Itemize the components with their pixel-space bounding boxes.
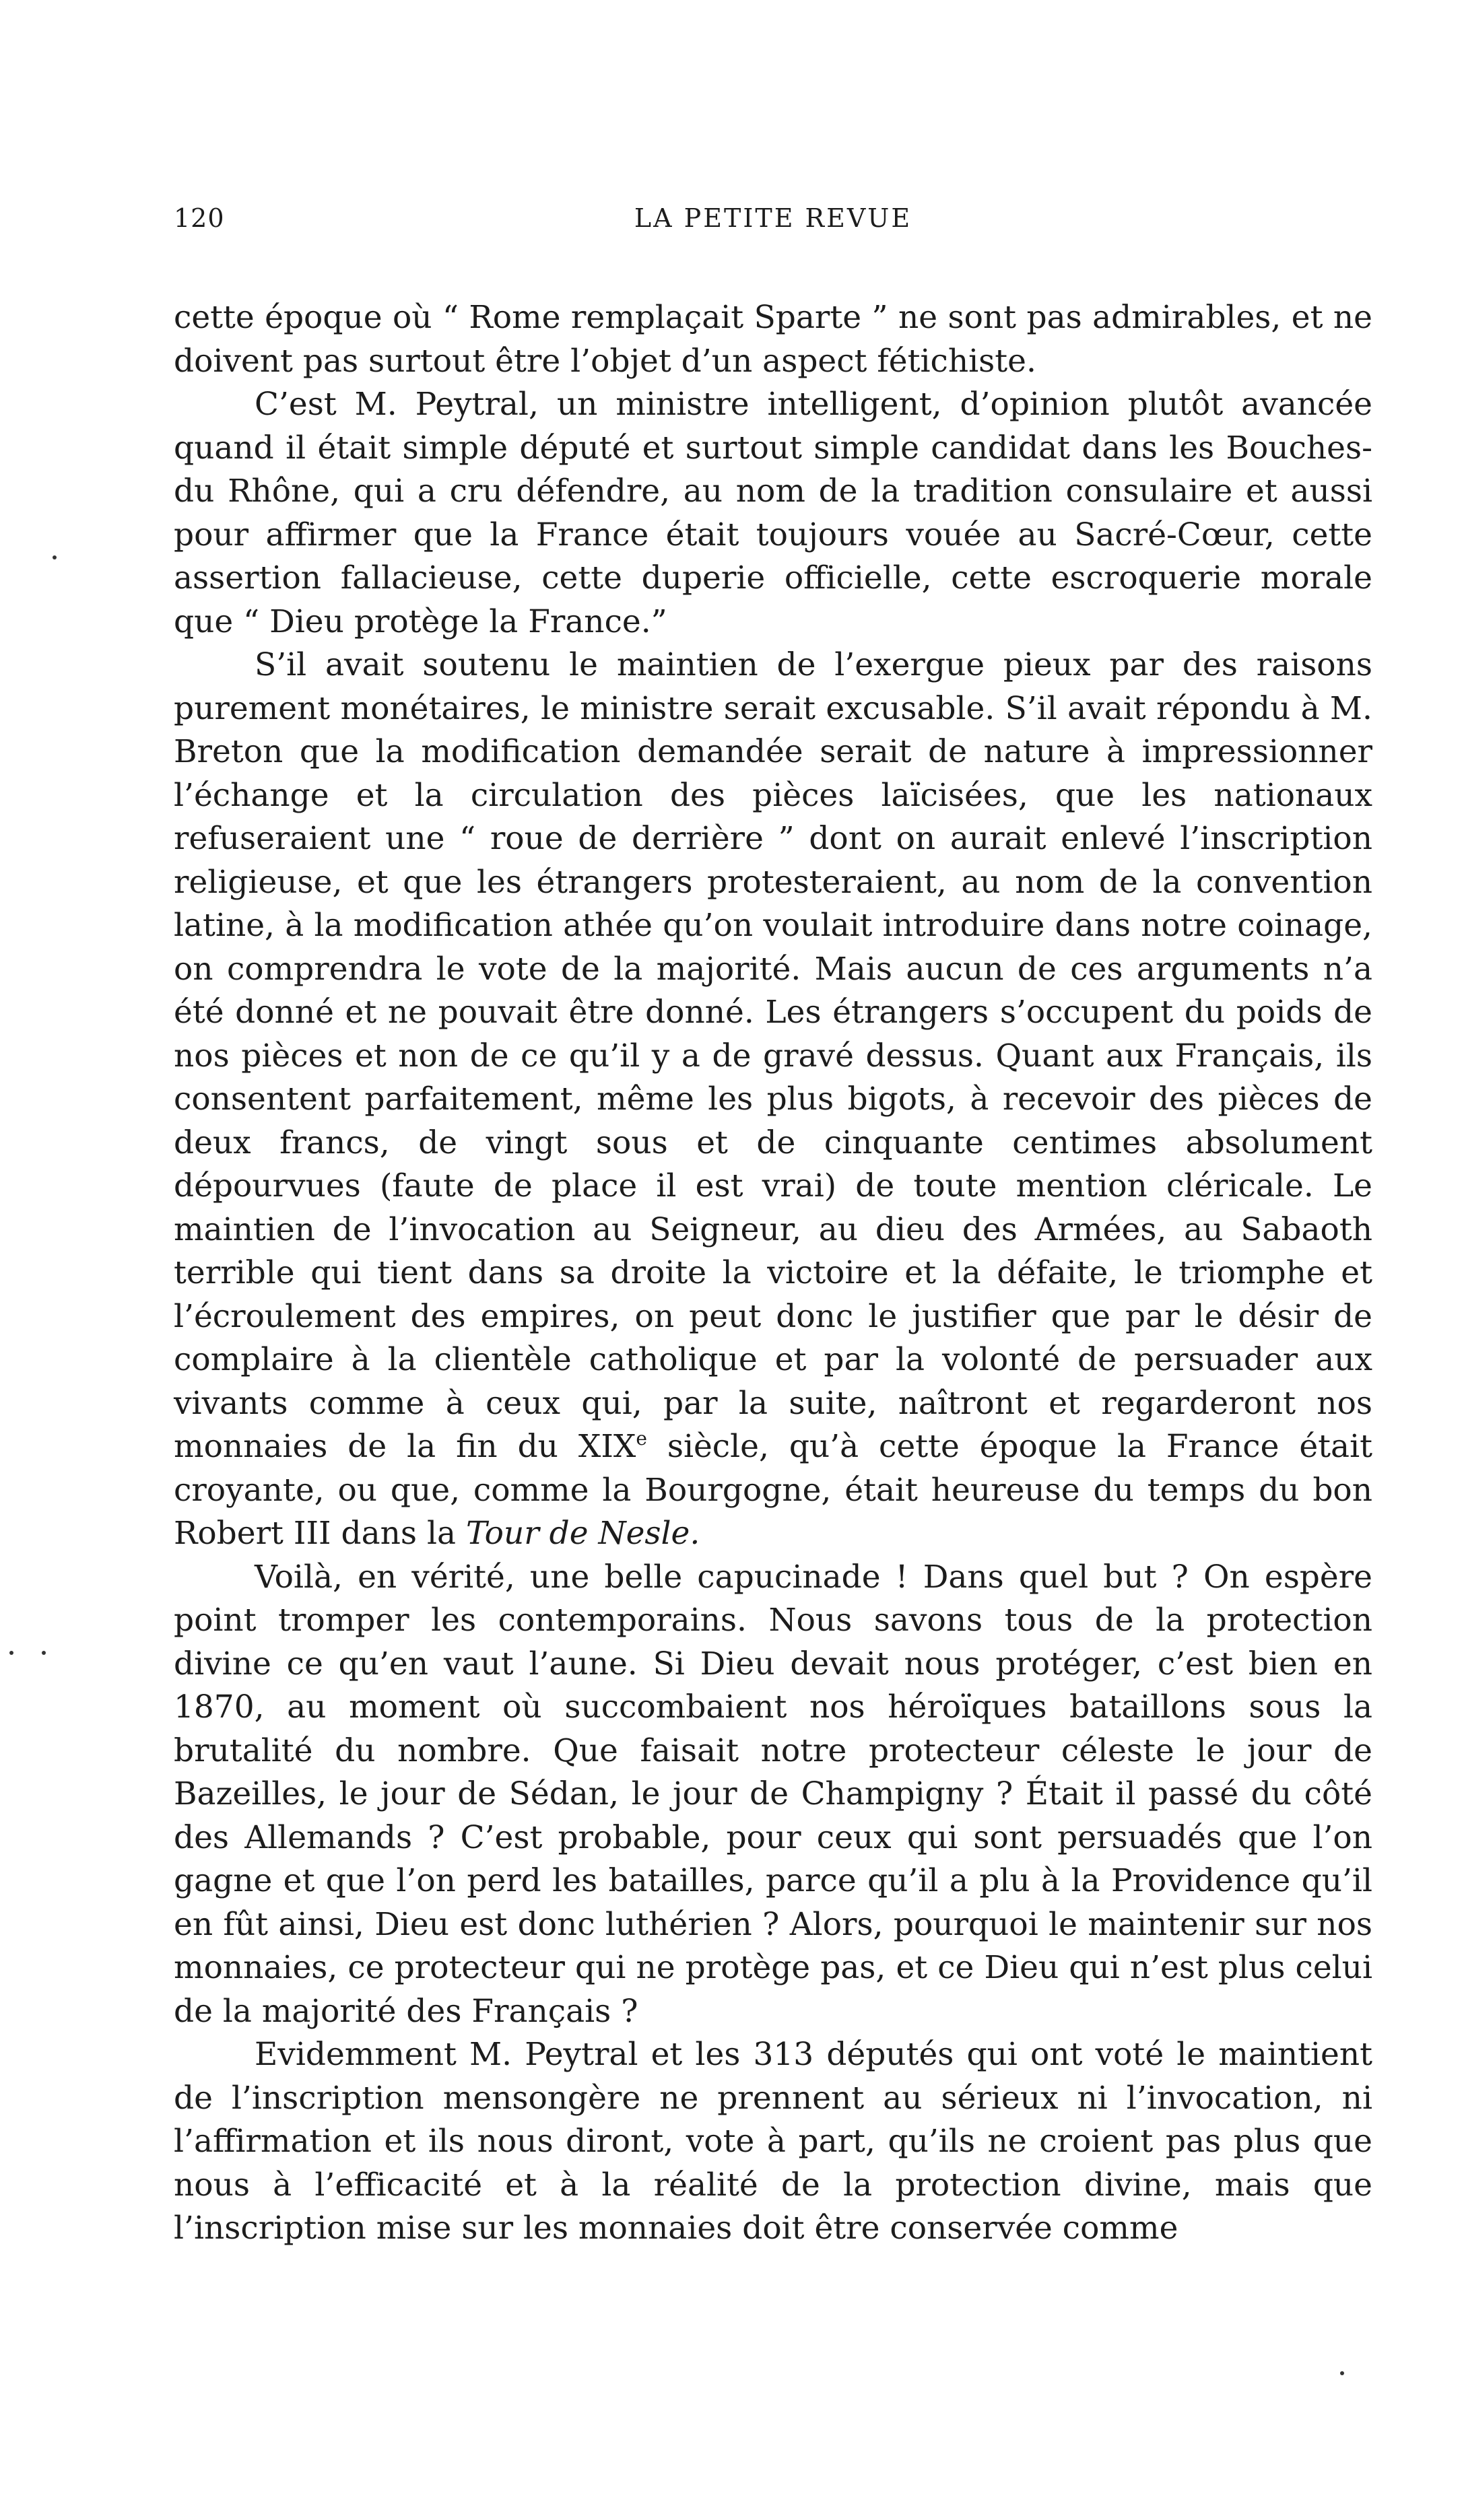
running-header <box>174 203 1372 244</box>
margin-speck <box>53 555 57 559</box>
paragraph-3-text: S’il avait soutenu le maintien de l’exergue pieux par des raisons purement monétaires, le ministre serait excusable. S’il avait répondu à M. Breton que la modification demandée serait de nature à impressionner l’échange et la circulation des pièces laïcisées, que les nationaux refuseraient une “ roue de derrière ” dont on aurait enlevé l’inscription religieuse, et que les étrangers protesteraient, au nom de la convention latine, à la modification athée qu’on voulait introduire dans notre coinage, on comprendra le vote de la majorité. Mais aucun de ces arguments n’a été donné et ne pouvait être donné. Les étrangers s’occupent du poids de nos pièces et non de ce qu’il y a de gravé dessus. Quant aux Français, ils consentent parfaitement, même les plus bigots, à recevoir des pièces de deux francs, de vingt sous et de cinquante centimes absolument dépourvues (faute de place il est vrai) de toute mention cléricale. Le maintien de l’invocation au Seigneur, au dieu des Armées, au Sabaoth terrible qui tient dans sa droite la victoire et la défaite, le triomphe et l’écroulement des empires, on peut donc le justifier que par le désir de complaire à la clientèle catholique et par la volonté de persuader aux vivants comme à ceux qui, par la suite, naîtront et regarderont nos monnaies de la fin du XIX <box>174 646 1372 1465</box>
century-superscript: e <box>636 1427 647 1450</box>
italic-title: Tour de Nesle. <box>465 1515 700 1552</box>
paragraph-1: cette époque où “ Rome remplaçait Sparte ” ne sont pas admirables, et ne doivent pas surtout être l’objet d’un aspect fétichiste. <box>174 299 1372 380</box>
body-text <box>174 296 1372 2251</box>
journal-title: LA PETITE REVUE <box>634 203 912 233</box>
margin-speck <box>42 1651 46 1655</box>
paragraph-3-continuation: siècle, qu’à cette époque la France était croyante, ou que, comme la Bourgogne, était heureuse du temps du bon Robert III dans la <box>174 1428 1372 1552</box>
document-page <box>174 0 1372 2520</box>
margin-speck <box>1340 2371 1344 2375</box>
margin-speck <box>9 1651 13 1655</box>
page-number: 120 <box>174 203 225 233</box>
paragraph-2: C’est M. Peytral, un ministre intelligent, d’opinion plutôt avancée quand il était simple député et surtout simple candidat dans les Bouches-du Rhône, qui a cru défendre, au nom de la tradition consulaire et aussi pour affirmer que la France était toujours vouée au Sacré-Cœur, cette assertion fallacieuse, cette duperie officielle, cette escroquerie morale que “ Dieu protège la France.” <box>174 386 1372 640</box>
paragraph-4: Voilà, en vérité, une belle capucinade ! Dans quel but ? On espère point tromper les contemporains. Nous savons tous de la protection divine ce qu’en vaut l’aune. Si Dieu devait nous protéger, c’est bien en 1870, au moment où succombaient nos héroïques bataillons sous la brutalité du nombre. Que faisait notre protecteur céleste le jour de Bazeilles, le jour de Sédan, le jour de Champigny ? Était il passé du côté des Allemands ? C’est probable, pour ceux qui sont persuadés que l’on gagne et que l’on perd les batailles, parce qu’il a plu à la Providence qu’il en fût ainsi, Dieu est donc luthérien ? Alors, pourquoi le maintenir sur nos monnaies, ce protecteur qui ne protège pas, et ce Dieu qui n’est plus celui de la majorité des Français ? <box>174 1558 1372 2030</box>
paragraph-5: Evidemment M. Peytral et les 313 députés qui ont voté le maintient de l’inscription mensongère ne prennent au sérieux ni l’invocation, ni l’affirmation et ils nous diront, vote à part, qu’ils ne croient pas plus que nous à l’efficacité et à la réalité de la protection divine, mais que l’inscription mise sur les monnaies doit être conservée comme <box>174 2036 1372 2247</box>
paragraph-3 <box>174 644 1372 1556</box>
